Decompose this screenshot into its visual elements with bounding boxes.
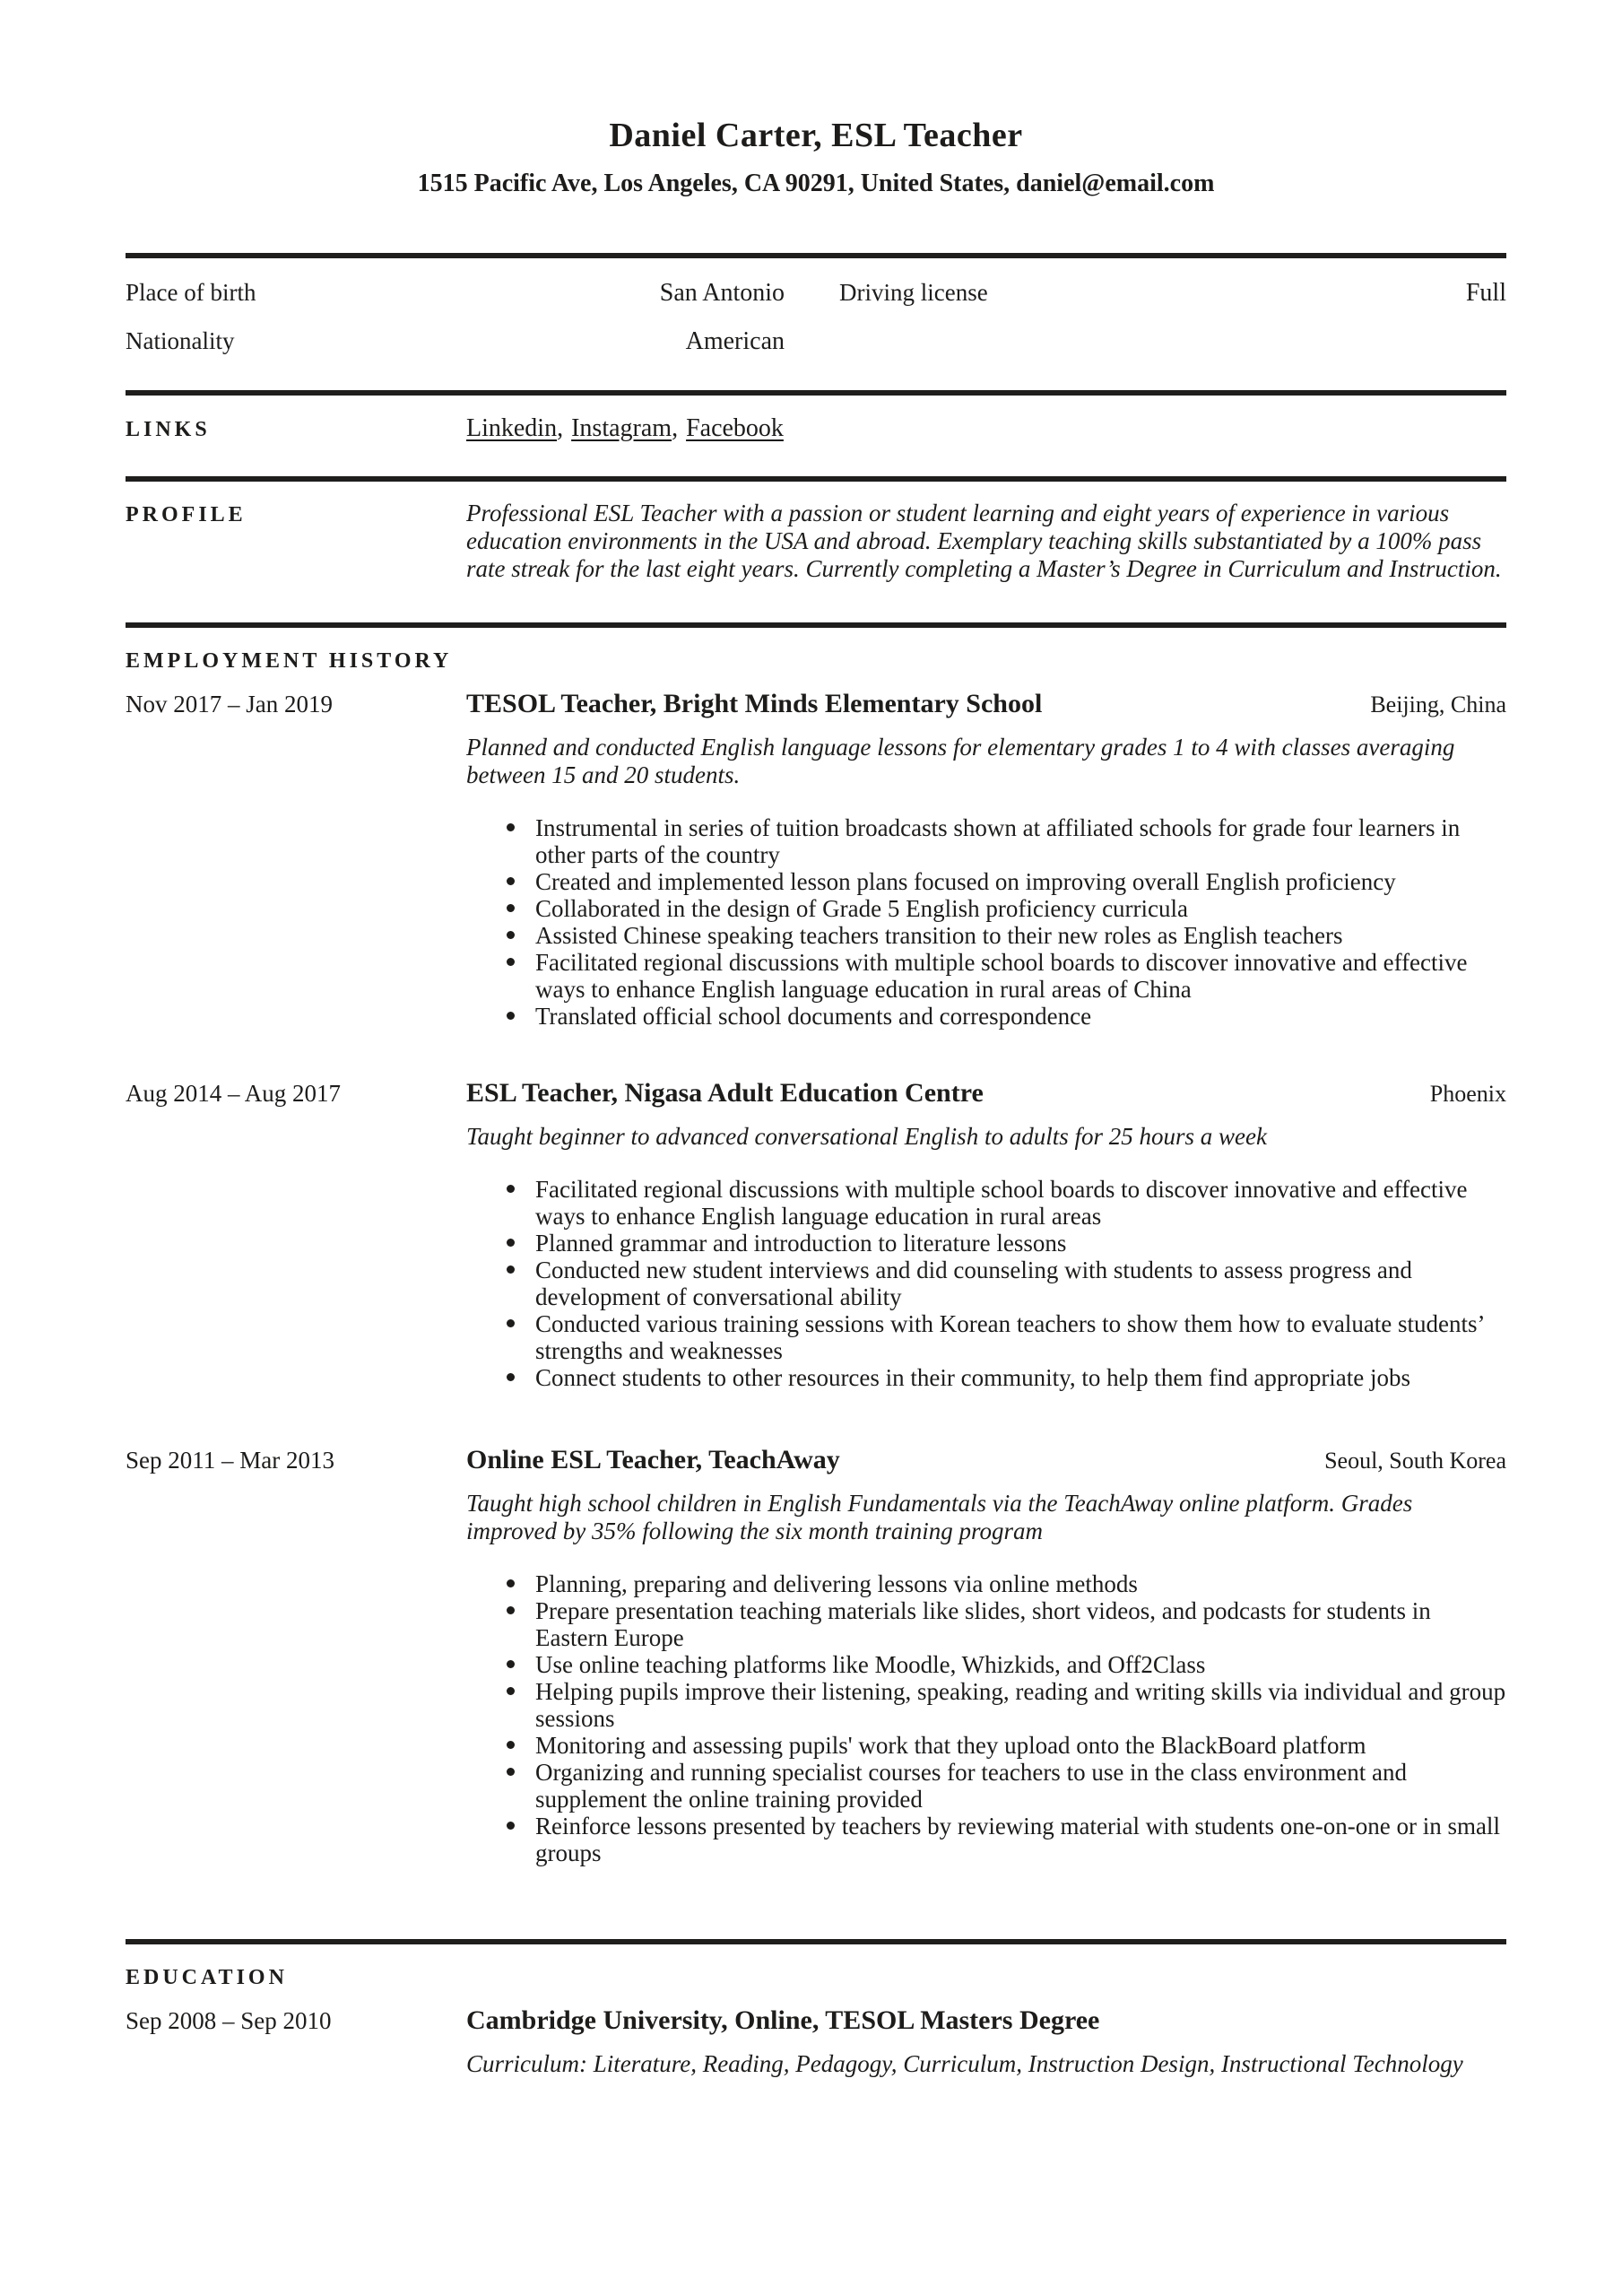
employment-history-section — [126, 622, 1506, 1866]
job-bullet: Facilitated regional discussions with multiple school boards to discover innovative and effective ways to enhance English language education in rural areas — [466, 1176, 1506, 1230]
job-bullet: Created and implemented lesson plans focused on improving overall English proficiency — [466, 868, 1506, 895]
contact-line: 1515 Pacific Ave, Los Angeles, CA 90291, United States, daniel@email.com — [417, 170, 1215, 197]
job-title: ESL Teacher, Nigasa Adult Education Centre — [466, 1078, 984, 1108]
education-section — [126, 1939, 1506, 2078]
details-row — [126, 274, 1506, 311]
job-dates: Nov 2017 – Jan 2019 — [126, 691, 333, 718]
job-details — [466, 1076, 1506, 1391]
job-bullet: Collaborated in the design of Grade 5 English proficiency curricula — [466, 895, 1506, 922]
nationality-value: American — [685, 327, 785, 355]
job-bullet: Planning, preparing and delivering lessons via online methods — [466, 1570, 1506, 1597]
job-title-row — [466, 1443, 1506, 1477]
job-bullet-list — [466, 1570, 1506, 1866]
job-bullet: Conducted new student interviews and did counseling with students to assess progress and development of conversational ability — [466, 1257, 1506, 1310]
link-separator: , — [672, 414, 679, 442]
education-details — [466, 2004, 1506, 2078]
job-entry — [126, 1443, 1506, 1866]
job-dates: Aug 2014 – Aug 2017 — [126, 1080, 342, 1107]
job-bullet-list — [466, 1176, 1506, 1391]
job-bullet: Assisted Chinese speaking teachers transition to their new roles as English teachers — [466, 922, 1506, 949]
job-entry — [126, 687, 1506, 1030]
job-bullet: Reinforce lessons presented by teachers by reviewing material with students one-on-one or in small groups — [466, 1813, 1506, 1866]
education-dates: Sep 2008 – Sep 2010 — [126, 2007, 332, 2034]
job-summary: Taught beginner to advanced conversational English to adults for 25 hours a week — [466, 1123, 1267, 1150]
job-bullet: Conducted various training sessions with Korean teachers to show them how to evaluate students’ strengths and weaknesses — [466, 1310, 1506, 1364]
facebook-link[interactable]: Facebook — [686, 414, 784, 442]
details-row — [126, 323, 1506, 360]
profile-heading: PROFILE — [126, 503, 247, 526]
job-title: TESOL Teacher, Bright Minds Elementary School — [466, 689, 1043, 718]
job-location: Beijing, China — [1370, 691, 1506, 718]
links-heading: LINKS — [126, 418, 211, 441]
education-entry — [126, 2004, 1506, 2078]
links-list — [466, 413, 1506, 444]
job-bullet: Prepare presentation teaching materials like slides, short videos, and podcasts for students in Eastern Europe — [466, 1597, 1506, 1651]
job-title-row — [466, 1076, 1506, 1110]
personal-details-section — [126, 253, 1506, 360]
job-summary: Planned and conducted English language lessons for elementary grades 1 to 4 with classes averaging between 15 and 20 students. — [466, 734, 1455, 788]
job-bullet-list — [466, 814, 1506, 1030]
education-heading: EDUCATION — [126, 1966, 288, 1989]
driving-license-value: Full — [1465, 279, 1506, 307]
education-title: Cambridge University, Online, TESOL Masters Degree — [466, 2005, 1100, 2035]
job-bullet: Translated official school documents and correspondence — [466, 1003, 1506, 1030]
education-summary: Curriculum: Literature, Reading, Pedagogy, Curriculum, Instruction Design, Instructional Technology — [466, 2050, 1463, 2077]
job-title: Online ESL Teacher, TeachAway — [466, 1445, 840, 1474]
job-details — [466, 1443, 1506, 1866]
profile-text: Professional ESL Teacher with a passion or student learning and eight years of experience in various education environments in the USA and abroad. Exemplary teaching skills substantiated by a 100% pass rate streak for the last eight years. Currently completing a Master’s Degree in Curriculum and Instruction. — [466, 500, 1502, 582]
job-bullet: Organizing and running specialist courses for teachers to use in the class environment and supplement the online training provided — [466, 1759, 1506, 1813]
link-separator: , — [557, 414, 564, 442]
place-of-birth-value: San Antonio — [659, 279, 785, 307]
instagram-link[interactable]: Instagram — [571, 414, 672, 442]
links-section — [126, 390, 1506, 445]
profile-section — [126, 476, 1506, 583]
nationality-label: Nationality — [126, 327, 235, 354]
job-location: Seoul, South Korea — [1324, 1448, 1506, 1474]
job-summary: Taught high school children in English Fundamentals via the TeachAway online platform. Grades improved by 35% following the six month training program — [466, 1490, 1413, 1544]
job-bullet: Planned grammar and introduction to literature lessons — [466, 1230, 1506, 1257]
job-bullet: Facilitated regional discussions with multiple school boards to discover innovative and effective ways to enhance English language education in rural areas of China — [466, 949, 1506, 1003]
job-dates: Sep 2011 – Mar 2013 — [126, 1447, 334, 1474]
job-bullet: Monitoring and assessing pupils' work that they upload onto the BlackBoard platform — [466, 1732, 1506, 1759]
job-bullet: Connect students to other resources in their community, to help them find appropriate jobs — [466, 1364, 1506, 1391]
job-entry — [126, 1076, 1506, 1391]
page-title: Daniel Carter, ESL Teacher — [609, 117, 1023, 154]
employment-history-heading: EMPLOYMENT HISTORY — [126, 649, 453, 673]
job-title-row — [466, 687, 1506, 721]
job-bullet: Instrumental in series of tuition broadcasts shown at affiliated schools for grade four learners in other parts of the country — [466, 814, 1506, 868]
job-bullet: Helping pupils improve their listening, speaking, reading and writing skills via individual and group sessions — [466, 1678, 1506, 1732]
job-details — [466, 687, 1506, 1030]
linkedin-link[interactable]: Linkedin — [466, 414, 558, 442]
driving-license-label: Driving license — [839, 279, 988, 306]
place-of-birth-label: Place of birth — [126, 279, 256, 306]
education-title-row — [466, 2004, 1506, 2038]
job-location: Phoenix — [1429, 1081, 1506, 1107]
job-bullet: Use online teaching platforms like Moodle, Whizkids, and Off2Class — [466, 1651, 1506, 1678]
